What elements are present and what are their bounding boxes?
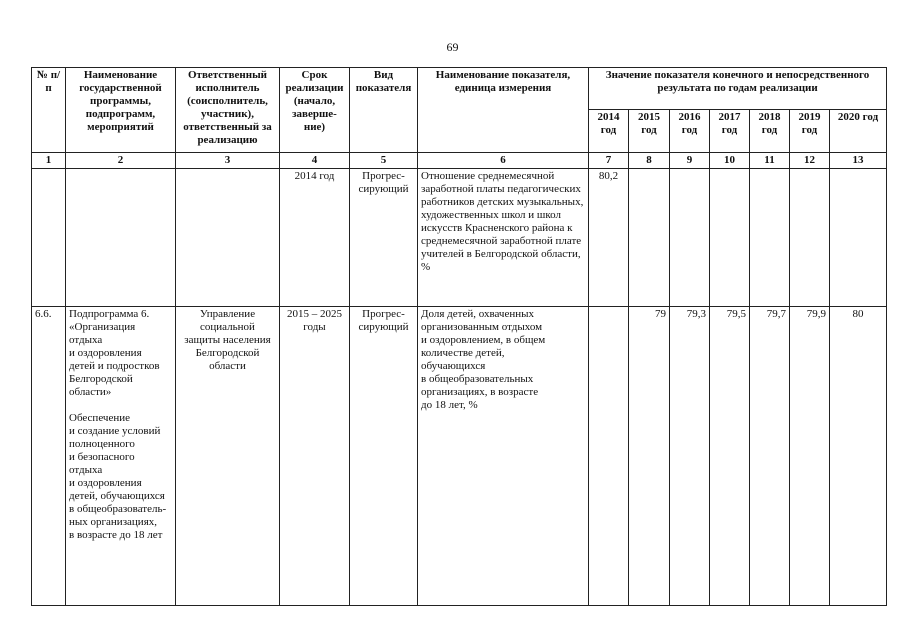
row-number: 6.6. <box>32 307 66 606</box>
column-number: 11 <box>750 153 790 169</box>
value-cell <box>790 169 830 307</box>
row-number <box>32 169 66 307</box>
indicator-kind: Прогрес- сирующий <box>350 169 418 307</box>
term: 2015 – 2025 годы <box>280 307 350 606</box>
column-number: 3 <box>176 153 280 169</box>
column-numbers-row <box>32 153 887 169</box>
page-number: 69 <box>446 40 459 54</box>
value-cell <box>830 169 887 307</box>
column-number: 1 <box>32 153 66 169</box>
value-cell <box>670 169 710 307</box>
value-cell: 79 <box>629 307 670 606</box>
table-row <box>32 169 887 307</box>
header-row <box>32 68 887 110</box>
header-year: 2019 год <box>790 110 830 153</box>
value-cell: 79,3 <box>670 307 710 606</box>
header-responsible: Ответственный исполнитель (соисполнитель, участник), ответственный за реализацию <box>176 68 280 153</box>
header-term: Срок реализации (начало, заверше-ние) <box>280 68 350 153</box>
header-year: 2018 год <box>750 110 790 153</box>
column-number: 10 <box>710 153 750 169</box>
table-row <box>32 307 887 606</box>
header-year: 2017 год <box>710 110 750 153</box>
responsible <box>176 169 280 307</box>
term: 2014 год <box>280 169 350 307</box>
header-program-name: Наименование государственной программы, подпрограмм, мероприятий <box>66 68 176 153</box>
header-values-group: Значение показателя конечного и непосредственного результата по годам реализации <box>589 68 887 110</box>
column-number: 4 <box>280 153 350 169</box>
value-cell: 79,9 <box>790 307 830 606</box>
column-number: 8 <box>629 153 670 169</box>
value-cell <box>629 169 670 307</box>
column-number: 6 <box>418 153 589 169</box>
indicator-kind: Прогрес- сирующий <box>350 307 418 606</box>
value-cell: 80 <box>830 307 887 606</box>
responsible: Управление социальной защиты населения Белгородской области <box>176 307 280 606</box>
program-name <box>66 169 176 307</box>
value-cell: 79,7 <box>750 307 790 606</box>
header-year: 2014 год <box>589 110 629 153</box>
header-year: 2015 год <box>629 110 670 153</box>
column-number: 12 <box>790 153 830 169</box>
column-number: 9 <box>670 153 710 169</box>
value-cell: 79,5 <box>710 307 750 606</box>
header-year: 2020 год <box>830 110 887 153</box>
header-number: № п/п <box>32 68 66 153</box>
value-cell <box>750 169 790 307</box>
header-year: 2016 год <box>670 110 710 153</box>
value-cell <box>589 307 629 606</box>
value-cell: 80,2 <box>589 169 629 307</box>
indicators-table <box>31 67 887 606</box>
indicator-name: Доля детей, охваченных организованным отдыхом и оздоровлением, в общем количестве детей, обучающихся в общеобразовательных организациях, в возрасте до 18 лет, % <box>418 307 589 606</box>
header-indicator-kind: Вид показателя <box>350 68 418 153</box>
column-number: 5 <box>350 153 418 169</box>
column-number: 13 <box>830 153 887 169</box>
program-name: Подпрограмма 6. «Организация отдыха и оздоровления детей и подростков Белгородской области» Обеспечение и создание условий полноценного и безопасного отдыха и оздоровления детей, обучающихся в общеобразователь- ных организациях, в возрасте до 18 лет <box>66 307 176 606</box>
header-indicator-name: Наименование показателя, единица измерения <box>418 68 589 153</box>
column-number: 2 <box>66 153 176 169</box>
column-number: 7 <box>589 153 629 169</box>
indicator-name: Отношение среднемесячной заработной платы педагогических работников детских музыкальных, художественных школ и школ искусств Красненского района к среднемесячной заработной плате учителей в Белгородской области, % <box>418 169 589 307</box>
value-cell <box>710 169 750 307</box>
